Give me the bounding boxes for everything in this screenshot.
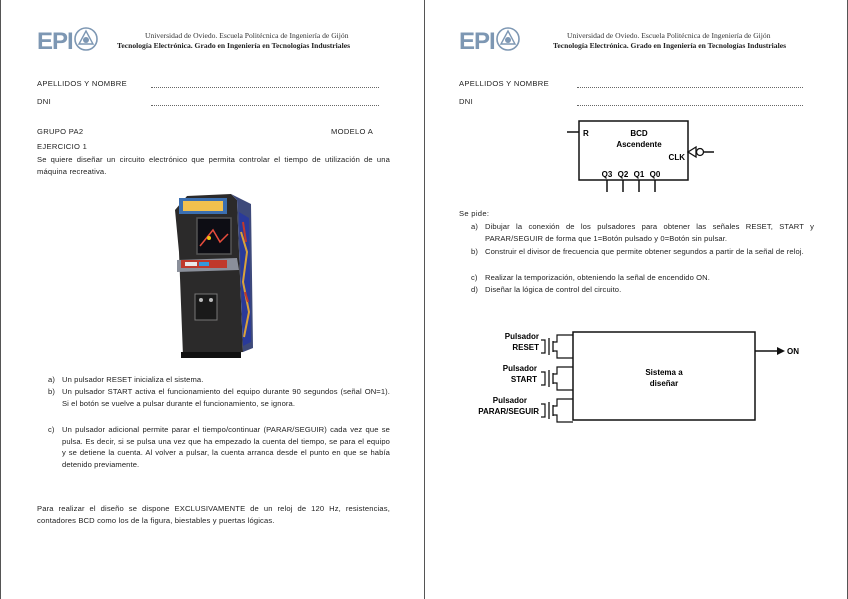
list-marker: b) xyxy=(48,387,55,396)
name-label: APELLIDOS Y NOMBRE xyxy=(459,79,549,88)
list-text: Un pulsador RESET inicializa el sistema. xyxy=(62,375,204,384)
dni-label: DNI xyxy=(37,97,51,106)
logo-text: EPI xyxy=(37,28,73,55)
university-line: Universidad de Oviedo. Escuela Politécnica de Ingeniería de Gijón xyxy=(145,31,349,40)
name-label: APELLIDOS Y NOMBRE xyxy=(37,79,127,88)
epi-logo xyxy=(37,26,99,54)
exam-page-right xyxy=(425,0,848,599)
list-marker: d) xyxy=(471,285,478,294)
dni-label: DNI xyxy=(459,97,473,106)
r-label: R xyxy=(583,129,589,138)
list-marker: b) xyxy=(471,247,478,256)
list-text: Diseñar la lógica de control del circuito. xyxy=(485,285,622,294)
list-marker: c) xyxy=(471,273,478,282)
button-label: Pulsador xyxy=(492,396,527,405)
list-marker: a) xyxy=(48,375,55,384)
arcade-machine-image xyxy=(173,192,255,360)
closing-text: Para realizar el diseño se dispone EXCLUSIVAMENTE de un reloj de 120 Hz, resistencias, contadores BCD como los de la figura, biestables y puertas lógicas. xyxy=(37,504,390,525)
dni-field[interactable] xyxy=(151,105,379,106)
on-label: ON xyxy=(787,347,799,356)
name-field[interactable] xyxy=(577,87,803,88)
list-text: Un pulsador START activa el funcionamiento del equipo durante 90 segundos (señal ON=1). Si el botón se vuelve a pulsar durante el funcionamiento, se ignora. xyxy=(62,387,390,408)
pushbutton-symbol xyxy=(541,335,573,358)
pushbutton-symbol xyxy=(541,367,573,390)
bcd-counter-diagram xyxy=(559,116,719,196)
output-label: Q0 xyxy=(649,170,661,179)
ask-label: Se pide: xyxy=(459,209,490,218)
output-label: Q1 xyxy=(633,170,645,179)
logo-text: EPI xyxy=(459,28,495,55)
clock-triangle xyxy=(688,147,696,157)
epi-logo xyxy=(459,26,521,54)
course-line: Tecnología Electrónica. Grado en Ingeniería en Tecnologías Industriales xyxy=(117,41,351,50)
output-label: Q2 xyxy=(617,170,629,179)
list-text: Un pulsador adicional permite parar el tiempo/continuar (PARAR/SEGUIR) cada vez que se pulsa. Es decir, si se pulsa una vez que ha empezado la cuenta del tiempo, se para el equipo y se detiene la cuenta. Al volver a pulsar, la cuenta arranca desde el punto en que se había detenido previamente. xyxy=(62,425,390,469)
model-label: MODELO A xyxy=(331,127,374,136)
name-field[interactable] xyxy=(151,87,379,88)
button-label: START xyxy=(510,375,537,384)
list-marker: c) xyxy=(48,425,55,434)
counter-title: BCD xyxy=(630,129,648,138)
counter-subtitle: Ascendente xyxy=(616,140,662,149)
list-text: Construir el divisor de frecuencia que permite obtener segundos a partir de la señal de reloj. xyxy=(485,247,804,256)
crest-icon xyxy=(495,26,521,52)
crest-icon xyxy=(73,26,99,52)
pushbutton-symbol xyxy=(541,399,573,422)
course-line: Tecnología Electrónica. Grado en Ingeniería en Tecnologías Industriales xyxy=(553,41,787,50)
button-label: RESET xyxy=(512,343,539,352)
system-block-diagram xyxy=(455,322,825,432)
university-line: Universidad de Oviedo. Escuela Politécnica de Ingeniería de Gijón xyxy=(567,31,771,40)
exercise-title: EJERCICIO 1 xyxy=(37,142,88,151)
intro-text: Se quiere diseñar un circuito electrónico que permita controlar el tiempo de utilización de una máquina recreativa. xyxy=(37,155,390,176)
output-label: Q3 xyxy=(601,170,613,179)
list-text: Realizar la temporización, obteniendo la señal de encendido ON. xyxy=(485,273,710,282)
button-label: Pulsador xyxy=(502,364,537,373)
system-label: Sistema a xyxy=(645,368,683,377)
clk-label: CLK xyxy=(668,153,685,162)
system-label: diseñar xyxy=(649,379,679,388)
list-text: Dibujar la conexión de los pulsadores para obtener las señales RESET, START y PARAR/SEGUIR de forma que 1=Botón pulsado y 0=Botón sin pulsar. xyxy=(485,222,814,243)
button-label: PARAR/SEGUIR xyxy=(478,407,539,416)
on-arrow xyxy=(777,347,785,355)
clock-bubble xyxy=(697,149,704,156)
button-label: Pulsador xyxy=(504,332,539,341)
group-label: GRUPO PA2 xyxy=(37,127,84,136)
dni-field[interactable] xyxy=(577,105,803,106)
list-marker: a) xyxy=(471,222,478,231)
